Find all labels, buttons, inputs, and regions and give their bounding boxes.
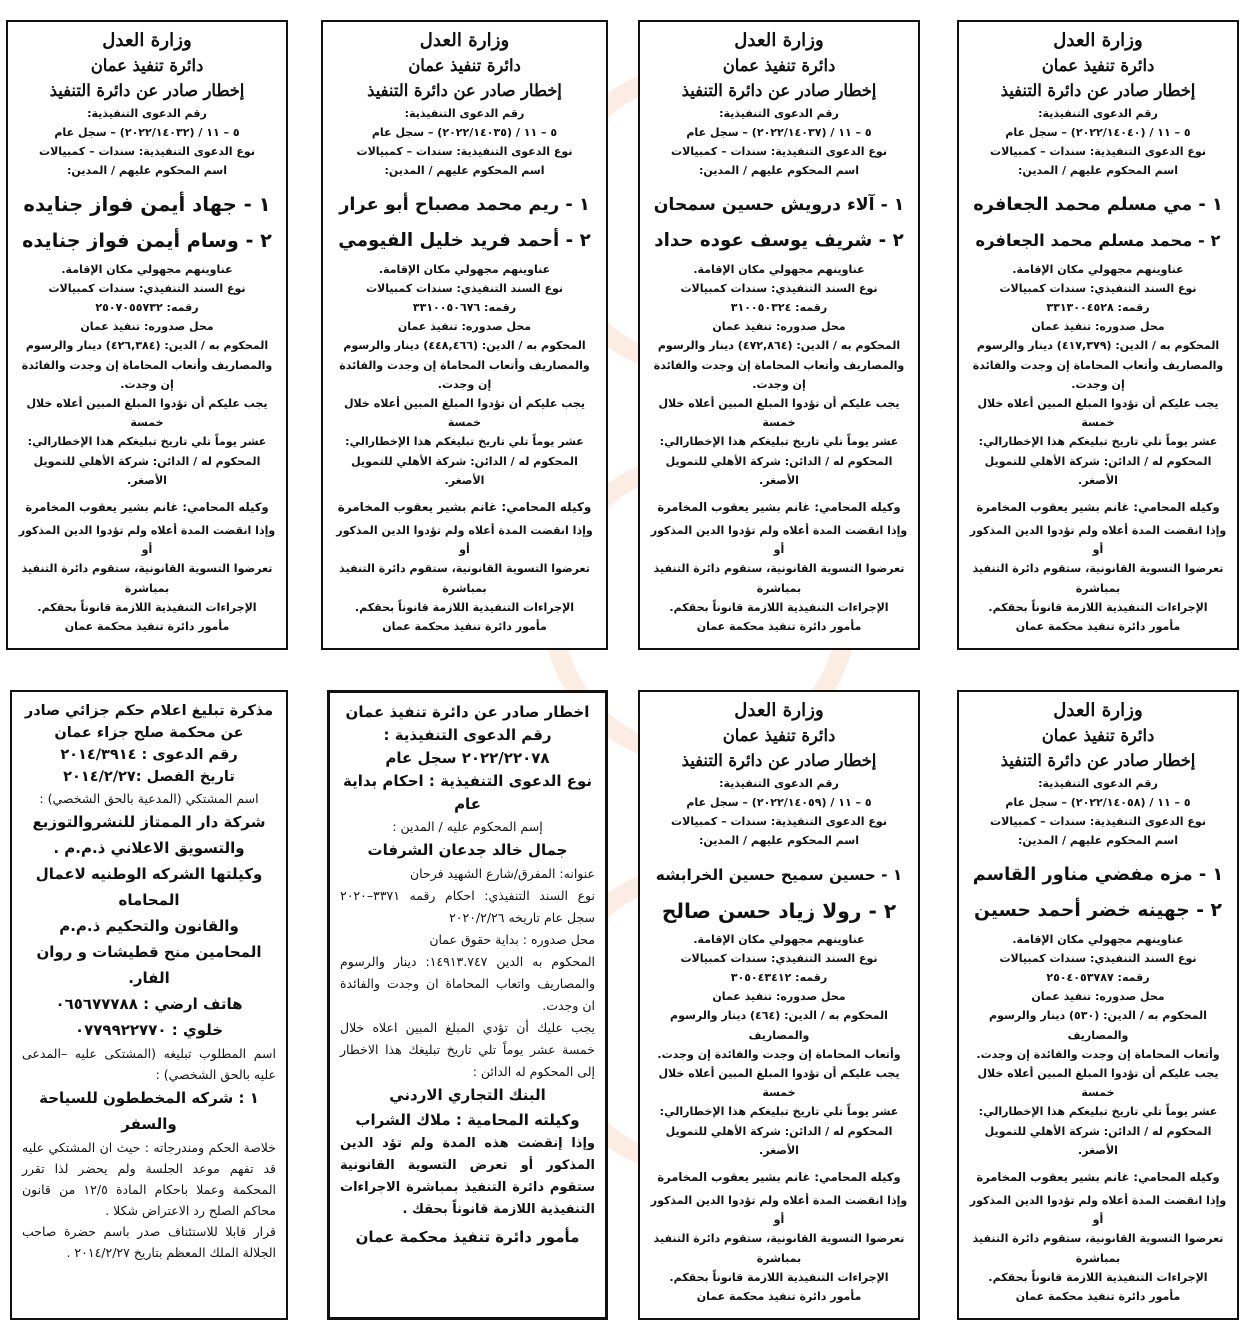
court-judgment-date: تاريخ الفصل :٢٠١٤/٢/٢٧ — [63, 769, 235, 785]
department-name: دائرة تنفيذ عمان — [722, 55, 836, 75]
court-landline: هاتف ارضي : ٠٦٥٦٧٧٧٨٨ — [55, 995, 243, 1013]
officer: مأمور دائرة تنفيذ محكمة عمان — [1015, 1289, 1181, 1303]
fees: وأتعاب المحاماة إن وجدت والفائدة إن وجدت. — [976, 1047, 1220, 1061]
deed-number: رقمه: ٣٠٥٠٤٣٤١٢ — [730, 971, 828, 985]
payment-line-2: عشر يوماً تلي تاريخ تبليغكم هذا الإخطارالي: — [345, 435, 584, 449]
case-number-label: رقم الدعوى التنفيذية: — [719, 776, 839, 790]
case-number: ٥ – ١١ / (٢٠٢٢/١٤٠٣٧) – سجل عام — [686, 126, 872, 140]
department-name: دائرة تنفيذ عمان — [1041, 725, 1155, 745]
warning-line-2: تعرضوا التسوية القانونية، ستقوم دائرة التنفيذ بمباشرة — [339, 562, 590, 595]
court-mobile: خلوي : ٠٧٧٩٩٢٢٧٧٠ — [74, 1021, 224, 1039]
officer: مأمور دائرة تنفيذ محكمة عمان — [64, 619, 230, 633]
address: عناوينهم مجهولي مكان الإقامة. — [693, 262, 865, 276]
creditor: المحكوم له / الدائن: شركة الأهلي للتمويل الأصغر. — [665, 1124, 893, 1157]
payment-line-2: عشر يوماً تلي تاريخ تبليغكم هذا الإخطارالي: — [978, 435, 1218, 449]
deed-type: نوع السند التنفيذي: سندات كمبيالات — [680, 951, 878, 965]
ministry-name: وزارة العدل — [734, 700, 824, 721]
debtor-name-2: ٢ - شريف يوسف عوده حداد — [654, 230, 904, 252]
creditor: المحكوم له / الدائن: شركة الأهلي للتمويل الأصغر. — [984, 454, 1212, 487]
debtor-name-1: ١ - ريم محمد مصباح أبو عرار — [339, 194, 590, 215]
court-defendant: ١ : شركه المخططون للسياحة والسفر — [39, 1089, 259, 1133]
deed-type: نوع السند التنفيذي: سندات كمبيالات — [365, 281, 564, 295]
warning-line-1: وإذا انقضت المدة أعلاه ولم تؤدوا الدين المذكور أو — [969, 523, 1227, 557]
amount: المحكوم به / الدين: (٤١٧,٣٧٩) دينار والرسوم — [976, 339, 1220, 353]
bank-case-number-label: رقم الدعوى التنفيذية : — [383, 726, 552, 744]
ministry-name: وزارة العدل — [734, 30, 824, 51]
payment-line-1: يجب عليكم أن تؤدوا المبلغ المبين أعلاه خلال خمسة — [343, 397, 586, 430]
case-number-label: رقم الدعوى التنفيذية: — [719, 106, 839, 120]
fees: والمصاريف وأتعاب المحاماة إن وجدت والفائدة إن وجدت. — [21, 358, 273, 391]
deed-type: نوع السند التنفيذي: سندات كمبيالات — [680, 281, 878, 295]
amount: المحكوم به / الدين: (٤٢٦,٣٨٤) دينار والرسوم — [25, 339, 269, 353]
amount: المحكوم به / الدين: (٥٣٠) دينار والرسوم والمصاريف — [989, 1009, 1207, 1042]
department-name: دائرة تنفيذ عمان — [90, 55, 204, 75]
debtor-name-1: ١ - جهاد أيمن فواز جنايده — [23, 192, 271, 216]
court-plaintiff-2: والتسويق الاعلاني ذ.م.م . — [53, 839, 245, 857]
notice-title: إخطار صادر عن دائرة التنفيذ — [1000, 80, 1196, 100]
case-number-label: رقم الدعوى التنفيذية: — [1038, 776, 1158, 790]
creditor: المحكوم له / الدائن: شركة الأهلي للتمويل الأصغر. — [33, 454, 261, 487]
officer: مأمور دائرة تنفيذ محكمة عمان — [696, 619, 862, 633]
officer: مأمور دائرة تنفيذ محكمة عمان — [696, 1289, 862, 1303]
bank-amount: المحكوم به الدين ١٤٩١٣.٧٤٧: دينار والرسوم والمصاريف واتعاب المحاماة ان وجدت والفائدة ان وجدت. — [340, 954, 595, 1013]
deed-number: رقمه: ٣١٠٠٥٠٣٢٤ — [730, 301, 828, 315]
warning-line-2: تعرضوا التسوية القانونية، ستقوم دائرة التنفيذ بمباشرة — [972, 562, 1224, 595]
bank-notice-title: اخطار صادر عن دائرة تنفيذ عمان — [345, 703, 590, 721]
case-number: ٥ – ١١ / (٢٠٢٢/١٤٠٥٨) – سجل عام — [1005, 796, 1191, 810]
case-number-label: رقم الدعوى التنفيذية: — [87, 106, 207, 120]
address: عناوينهم مجهولي مكان الإقامة. — [693, 932, 865, 946]
execution-notice-4 — [957, 690, 1239, 1320]
case-number-label: رقم الدعوى التنفيذية: — [1038, 106, 1158, 120]
officer: مأمور دائرة تنفيذ محكمة عمان — [1015, 619, 1181, 633]
bank-warning: وإذا إنقضت هذه المدة ولم تؤد الدين المذكور أو تعرض التسوية القانونية ستقوم دائرة التنفيذ بمباشرة الاجراءات التنفيذية اللازمة قانوناً بحقك . — [340, 1136, 595, 1217]
fees: وأتعاب المحاماة إن وجدت والفائدة إن وجدت. — [657, 1047, 901, 1061]
case-number: ٥ – ١١ / (٢٠٢٢/١٤٠٤٠) – سجل عام — [1005, 126, 1191, 140]
address: عناوينهم مجهولي مكان الإقامة. — [1012, 262, 1184, 276]
warning-line-3: الإجراءات التنفيذية اللازمة قانوناً بحقكم. — [37, 600, 257, 614]
officer: مأمور دائرة تنفيذ محكمة عمان — [382, 619, 547, 633]
debtor-name-2: ٢ - محمد مسلم محمد الجعافره — [975, 231, 1221, 251]
lawyer-name: وكيله المحامي: غانم بشير يعقوب المخامرة — [976, 1170, 1220, 1185]
debtor-name-2: ٢ - أحمد فريد خليل الفيومي — [338, 230, 591, 252]
execution-notice-3 — [6, 20, 288, 650]
payment-line-2: عشر يوماً تلي تاريخ تبليغكم هذا الإخطارالي: — [659, 1105, 899, 1119]
case-number: ٥ – ١١ / (٢٠٢٢/١٤٠٣٥) – سجل عام — [371, 126, 558, 140]
warning-line-2: تعرضوا التسوية القانونية، ستقوم دائرة التنفيذ بمباشرة — [972, 1232, 1224, 1265]
debtor-label: اسم المحكوم عليهم / المدين: — [698, 834, 859, 848]
bank-officer: مأمور دائرة تنفيذ محكمة عمان — [355, 1228, 580, 1246]
amount: المحكوم به / الدين: (٤٤٨,٤٦٦) دينار والرسوم — [343, 339, 586, 353]
ministry-name: وزارة العدل — [419, 30, 510, 51]
debtor-name-1: ١ - مي مسلم محمد الجعافره — [973, 194, 1223, 215]
payment-line-1: يجب عليكم أن تؤدوا المبلغ المبين أعلاه خلال خمسة — [26, 397, 268, 430]
payment-line-1: يجب عليكم أن تؤدوا المبلغ المبين أعلاه خلال خمسة — [658, 1067, 900, 1100]
debtor-name-1: ١ - مزه مفضي مناور القاسم — [972, 864, 1224, 885]
creditor: المحكوم له / الدائن: شركة الأهلي للتمويل الأصغر. — [665, 454, 893, 487]
case-type: نوع الدعوى التنفيذية: سندات – كمبيالات — [989, 815, 1206, 829]
bank-address: عنوانه: المفرق/شارع الشهيد فرحان — [409, 866, 595, 881]
lawyer-name: وكيله المحامي: غانم بشير يعقوب المخامرة — [25, 500, 269, 515]
court-case-number: رقم الدعوى : ٢٠١٤/٣٩١٤ — [60, 747, 238, 763]
debtor-name-1: ١ - آلاء درويش حسين سمحان — [653, 194, 905, 215]
court-agent-2: والقانون والتحكيم ذ.م.م — [59, 917, 239, 935]
amount: المحكوم به / الدين: (٤٦٤) دينار والرسوم والمصاريف — [670, 1009, 888, 1042]
issued-at: محل صدوره: تنفيذ عمان — [80, 320, 214, 334]
warning-line-1: وإذا انقضت المدة أعلاه ولم تؤدوا الدين المذكور أو — [18, 523, 276, 557]
deed-number: رقمه: ٢٥٠٤٠٥٣٧٨٧ — [1046, 971, 1150, 985]
bank-debtor-label: إسم المحكوم عليه / المدين : — [392, 819, 543, 834]
execution-notice-1 — [638, 20, 920, 650]
execution-notice-0 — [957, 20, 1239, 650]
lawyer-name: وكيله المحامي: غانم بشير يعقوب المخامرة — [976, 500, 1220, 515]
debtor-name-2: ٢ - جهينه خضر أحمد حسين — [974, 900, 1222, 922]
notice-title: إخطار صادر عن دائرة التنفيذ — [681, 80, 877, 100]
payment-line-1: يجب عليكم أن تؤدوا المبلغ المبين أعلاه خلال خمسة — [977, 397, 1219, 430]
court-judgment-summary: خلاصة الحكم ومندرجاته : حيث ان المشتكي عليه قد تفهم موعد الجلسة ولم يحضر لذا تقرر المحكمة وعملا باحكام المادة ١٢/٥ من قانون محاكم الصلح رد الاعتراض شكلا . — [22, 1140, 276, 1218]
bank-creditor: البنك التجاري الاردني — [389, 1086, 546, 1104]
department-name: دائرة تنفيذ عمان — [722, 725, 836, 745]
warning-line-1: وإذا انقضت المدة أعلاه ولم تؤدوا الدين المذكور أو — [650, 1193, 908, 1227]
case-type: نوع الدعوى التنفيذية: سندات – كمبيالات — [670, 815, 887, 829]
court-lawyers: المحامين منح قطيشات و روان الفار. — [36, 943, 262, 987]
bank-deed: نوع السند التنفيذي: احكام رقمه ٣٣٧١–٢٠٢٠ سجل عام تاريخه ٢٠٢٠/٢/٢٦ — [340, 888, 595, 925]
payment-line-2: عشر يوماً تلي تاريخ تبليغكم هذا الإخطارالي: — [27, 435, 267, 449]
warning-line-1: وإذا انقضت المدة أعلاه ولم تؤدوا الدين المذكور أو — [650, 523, 908, 557]
issued-at: محل صدوره: تنفيذ عمان — [712, 990, 846, 1004]
debtor-name-2: ٢ - وسام أيمن فواز جنايده — [22, 229, 272, 253]
payment-line-2: عشر يوماً تلي تاريخ تبليغكم هذا الإخطارالي: — [659, 435, 899, 449]
court-plaintiff-label: اسم المشتكي (المدعية بالحق الشخصي) : — [39, 791, 259, 806]
issued-at: محل صدوره: تنفيذ عمان — [397, 320, 532, 334]
bank-payment: يجب عليك أن تؤدي المبلغ المبين اعلاه خلال خمسة عشر يوماً تلي تاريخ تبليغك هذا الاخطار إلى المحكوم له الدائن : — [340, 1020, 595, 1079]
notice-title: إخطار صادر عن دائرة التنفيذ — [367, 80, 562, 100]
payment-line-2: عشر يوماً تلي تاريخ تبليغكم هذا الإخطارالي: — [978, 1105, 1218, 1119]
bank-case-number: ٢٠٢٢/٢٢٠٧٨ سجل عام — [385, 749, 550, 767]
notice-title: إخطار صادر عن دائرة التنفيذ — [49, 80, 245, 100]
payment-line-1: يجب عليكم أن تؤدوا المبلغ المبين أعلاه خلال خمسة — [658, 397, 900, 430]
ministry-name: وزارة العدل — [102, 30, 192, 51]
court-agent-1: وكيلتها الشركه الوطنيه لاعمال المحاماه — [35, 865, 263, 909]
ministry-name: وزارة العدل — [1053, 30, 1143, 51]
ministry-name: وزارة العدل — [1053, 700, 1143, 721]
court-defendant-label: اسم المطلوب تبليغه (المشتكى عليه –المدعى عليه بالحق الشخصي) : — [22, 1046, 276, 1082]
deed-number: رقمه: ٣٣١٠٠٥٠٦٧٦ — [412, 301, 517, 315]
warning-line-1: وإذا انقضت المدة أعلاه ولم تؤدوا الدين المذكور أو — [969, 1193, 1227, 1227]
warning-line-3: الإجراءات التنفيذية اللازمة قانوناً بحقكم. — [669, 600, 889, 614]
amount: المحكوم به / الدين: (٤٧٢,٨٦٤) دينار والرسوم — [657, 339, 901, 353]
warning-line-2: تعرضوا التسوية القانونية، ستقوم دائرة التنفيذ بمباشرة — [653, 562, 905, 595]
debtor-label: اسم المحكوم عليهم / المدين: — [1017, 164, 1178, 178]
bank-case-type: نوع الدعوى التنفيذية : احكام بداية عام — [342, 772, 593, 813]
warning-line-3: الإجراءات التنفيذية اللازمة قانوناً بحقكم. — [669, 1270, 889, 1284]
payment-line-1: يجب عليكم أن تؤدوا المبلغ المبين أعلاه خلال خمسة — [977, 1067, 1219, 1100]
issued-at: محل صدوره: تنفيذ عمان — [1031, 990, 1165, 1004]
warning-line-3: الإجراءات التنفيذية اللازمة قانوناً بحقكم. — [988, 1270, 1208, 1284]
warning-line-3: الإجراءات التنفيذية اللازمة قانوناً بحقكم. — [354, 600, 575, 614]
deed-type: نوع السند التنفيذي: سندات كمبيالات — [48, 281, 246, 295]
court-notice-title-1: مذكرة تبليغ اعلام حكم جزائي صادر — [24, 703, 274, 719]
lawyer-name: وكيله المحامي: غانم بشير يعقوب المخامرة — [657, 1170, 901, 1185]
bank-execution-notice — [327, 690, 608, 1320]
execution-notice-5 — [638, 690, 920, 1320]
court-judgment-notice — [10, 690, 288, 1320]
warning-line-2: تعرضوا التسوية القانونية، ستقوم دائرة التنفيذ بمباشرة — [21, 562, 273, 595]
case-type: نوع الدعوى التنفيذية: سندات – كمبيالات — [989, 145, 1206, 159]
issued-at: محل صدوره: تنفيذ عمان — [1031, 320, 1165, 334]
bank-debtor-name: جمال خالد جدعان الشرفات — [367, 841, 568, 859]
address: عناوينهم مجهولي مكان الإقامة. — [378, 262, 551, 276]
case-number: ٥ – ١١ / (٢٠٢٢/١٤٠٣٢) – سجل عام — [54, 126, 240, 140]
deed-type: نوع السند التنفيذي: سندات كمبيالات — [999, 951, 1197, 965]
warning-line-3: الإجراءات التنفيذية اللازمة قانوناً بحقكم. — [988, 600, 1208, 614]
bank-lawyer: وكيلته المحامية : ملاك الشراب — [355, 1111, 580, 1129]
court-notice-title-2: عن محكمة صلح جزاء عمان — [54, 725, 244, 741]
debtor-label: اسم المحكوم عليهم / المدين: — [698, 164, 859, 178]
debtor-label: اسم المحكوم عليهم / المدين: — [1017, 834, 1178, 848]
department-name: دائرة تنفيذ عمان — [408, 55, 521, 75]
department-name: دائرة تنفيذ عمان — [1041, 55, 1155, 75]
creditor: المحكوم له / الدائن: شركة الأهلي للتمويل الأصغر. — [351, 454, 578, 487]
fees: والمصاريف وأتعاب المحاماة إن وجدت والفائدة إن وجدت. — [653, 358, 905, 391]
debtor-name-1: ١ - حسين سميح حسين الخرابشه — [655, 865, 903, 884]
address: عناوينهم مجهولي مكان الإقامة. — [1012, 932, 1184, 946]
case-type: نوع الدعوى التنفيذية: سندات – كمبيالات — [356, 145, 573, 159]
notice-title: إخطار صادر عن دائرة التنفيذ — [1000, 750, 1196, 770]
court-plaintiff-1: شركة دار الممتاز للنشروالتوزيع — [32, 813, 266, 831]
case-type: نوع الدعوى التنفيذية: سندات – كمبيالات — [670, 145, 887, 159]
court-appeal-note: قرار قابلا للاستئناف صدر باسم حضرة صاحب الجلالة الملك المعظم بتاريخ ٢٠١٤/٢/٢٧ . — [22, 1224, 276, 1260]
issued-at: محل صدوره: تنفيذ عمان — [712, 320, 846, 334]
notice-title: إخطار صادر عن دائرة التنفيذ — [681, 750, 877, 770]
fees: والمصاريف وأتعاب المحاماة إن وجدت والفائدة إن وجدت. — [339, 358, 590, 391]
case-number: ٥ – ١١ / (٢٠٢٢/١٤٠٥٩) – سجل عام — [686, 796, 872, 810]
warning-line-2: تعرضوا التسوية القانونية، ستقوم دائرة التنفيذ بمباشرة — [653, 1232, 905, 1265]
debtor-label: اسم المحكوم عليهم / المدين: — [66, 164, 227, 178]
case-number-label: رقم الدعوى التنفيذية: — [404, 106, 525, 120]
deed-type: نوع السند التنفيذي: سندات كمبيالات — [999, 281, 1197, 295]
debtor-label: اسم المحكوم عليهم / المدين: — [384, 164, 545, 178]
deed-number: رقمه: ٣٣١٣٠٠٤٥٢٨ — [1046, 301, 1150, 315]
debtor-name-2: ٢ - رولا زياد حسن صالح — [661, 899, 897, 924]
execution-notice-2 — [321, 20, 608, 650]
lawyer-name: وكيله المحامي: غانم بشير يعقوب المخامرة — [657, 500, 901, 515]
warning-line-1: وإذا انقضت المدة أعلاه ولم تؤدوا الدين المذكور أو — [336, 523, 593, 557]
address: عناوينهم مجهولي مكان الإقامة. — [61, 262, 233, 276]
bank-issued-at: محل صدوره : بداية حقوق عمان — [429, 932, 595, 947]
fees: والمصاريف وأتعاب المحاماة إن وجدت والفائدة إن وجدت. — [972, 358, 1224, 391]
creditor: المحكوم له / الدائن: شركة الأهلي للتمويل الأصغر. — [984, 1124, 1212, 1157]
lawyer-name: وكيله المحامي: غانم بشير يعقوب المخامرة — [337, 500, 592, 515]
deed-number: رقمه: ٢٥٠٧٠٥٥٧٣٢ — [95, 301, 199, 315]
case-type: نوع الدعوى التنفيذية: سندات – كمبيالات — [38, 145, 255, 159]
